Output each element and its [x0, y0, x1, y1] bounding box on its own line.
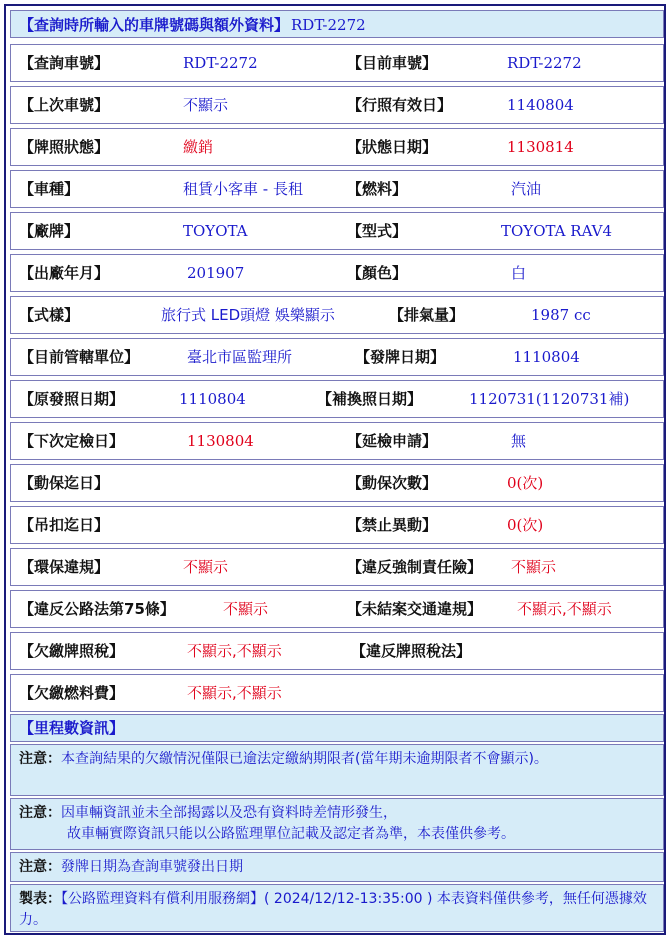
label-query-plate: 【查詢車號】	[19, 54, 110, 72]
label-manufacture-date: 【出廠年月】	[19, 264, 110, 282]
value-style: 旅行式 LED頭燈 娛樂顯示	[161, 306, 335, 324]
row-original-license-date	[10, 380, 664, 418]
label-displacement: 【排氣量】	[389, 306, 465, 324]
value-current-plate: RDT-2272	[507, 54, 582, 72]
label-original-license-date: 【原發照日期】	[19, 390, 125, 408]
value-transfer-ban: 0(次)	[507, 516, 544, 534]
report-title-plate: RDT-2272	[291, 16, 366, 34]
label-chattel-mortgage-count: 【動保次數】	[347, 474, 438, 492]
label-unpaid-license-tax: 【欠繳牌照稅】	[19, 642, 125, 660]
label-reissue-date: 【補換照日期】	[317, 390, 423, 408]
value-plate-status: 繳銷	[183, 138, 214, 156]
row-manufacture-date	[10, 254, 664, 292]
notice-overdue	[10, 744, 664, 796]
report-footer	[10, 884, 664, 932]
notice-label: 注意：	[19, 859, 61, 875]
value-vehicle-type: 租賃小客車 - 長租	[183, 180, 303, 198]
label-license-tax-violation: 【違反牌照稅法】	[351, 642, 472, 660]
value-jurisdiction: 臺北市區監理所	[187, 348, 293, 366]
row-highway-act	[10, 590, 664, 628]
notice-text-line1: 因車輛資訊並未全部揭露以及恐有資料時差情形發生，	[61, 805, 397, 821]
report-frame	[4, 4, 666, 935]
value-compulsory-insurance: 不顯示	[511, 558, 557, 576]
row-plate-status	[10, 128, 664, 166]
label-inspection-extension: 【延檢申請】	[347, 432, 438, 450]
label-environment-violation: 【環保違規】	[19, 558, 110, 576]
row-style	[10, 296, 664, 334]
notice-label: 注意：	[19, 805, 61, 821]
row-fuel-fee	[10, 674, 664, 712]
label-suspension-end: 【吊扣迄日】	[19, 516, 110, 534]
value-environment-violation: 不顯示	[183, 558, 229, 576]
value-displacement: 1987 cc	[531, 306, 591, 324]
notice-text-line2: 故車輛實際資訊只能以公路監理單位記載及認定者為準，本表僅供參考。	[67, 826, 515, 842]
notice-plate-date	[10, 852, 664, 882]
value-next-inspection: 1130804	[187, 432, 254, 450]
row-query-plate	[10, 44, 664, 82]
label-previous-plate: 【上次車號】	[19, 96, 110, 114]
label-status-date: 【狀態日期】	[347, 138, 438, 156]
notice-label: 注意：	[19, 751, 61, 767]
value-query-plate: RDT-2272	[183, 54, 258, 72]
label-compulsory-insurance: 【違反強制責任險】	[347, 558, 483, 576]
value-inspection-extension: 無	[511, 432, 527, 450]
notice-text: 發牌日期為查詢車號發出日期	[61, 859, 243, 875]
label-next-inspection: 【下次定檢日】	[19, 432, 125, 450]
value-reissue-date: 1120731(1120731補)	[469, 390, 630, 408]
notice-disclaimer	[10, 798, 664, 850]
value-fuel: 汽油	[511, 180, 542, 198]
value-previous-plate: 不顯示	[183, 96, 229, 114]
report-title	[10, 10, 664, 38]
value-original-license-date: 1110804	[179, 390, 246, 408]
label-vehicle-type: 【車種】	[19, 180, 80, 198]
row-suspension	[10, 506, 664, 544]
label-jurisdiction: 【目前管轄單位】	[19, 348, 140, 366]
label-model: 【型式】	[347, 222, 408, 240]
value-plate-issue-date: 1110804	[513, 348, 580, 366]
label-highway-act-75: 【違反公路法第75條】	[19, 600, 175, 618]
label-fuel: 【燃料】	[347, 180, 408, 198]
row-vehicle-type	[10, 170, 664, 208]
row-environment-violation	[10, 548, 664, 586]
label-brand: 【廠牌】	[19, 222, 80, 240]
label-current-plate: 【目前車號】	[347, 54, 438, 72]
footer-label: 製表：	[19, 891, 61, 907]
mileage-section-header: 【里程數資訊】	[10, 714, 664, 742]
value-manufacture-date: 201907	[187, 264, 245, 282]
row-next-inspection	[10, 422, 664, 460]
label-chattel-mortgage-end: 【動保迄日】	[19, 474, 110, 492]
value-unpaid-license-tax: 不顯示,不顯示	[187, 642, 282, 660]
value-color: 白	[511, 264, 527, 282]
value-highway-act-75: 不顯示	[223, 600, 269, 618]
value-status-date: 1130814	[507, 138, 574, 156]
label-open-violations: 【未結案交通違規】	[347, 600, 483, 618]
label-plate-issue-date: 【發牌日期】	[355, 348, 446, 366]
value-unpaid-fuel-fee: 不顯示,不顯示	[187, 684, 282, 702]
row-previous-plate	[10, 86, 664, 124]
label-unpaid-fuel-fee: 【欠繳燃料費】	[19, 684, 125, 702]
value-chattel-mortgage-count: 0(次)	[507, 474, 544, 492]
notice-text: 本查詢結果的欠繳情況僅限已逾法定繳納期限者(當年期未逾期限者不會顯示)。	[61, 751, 548, 767]
value-model: TOYOTA RAV4	[501, 222, 613, 240]
report-title-text: 【查詢時所輸入的車牌號碼與額外資料】	[19, 16, 290, 34]
label-plate-status: 【牌照狀態】	[19, 138, 110, 156]
value-license-valid-date: 1140804	[507, 96, 574, 114]
row-license-tax	[10, 632, 664, 670]
label-transfer-ban: 【禁止異動】	[347, 516, 438, 534]
value-brand: TOYOTA	[183, 222, 248, 240]
row-brand	[10, 212, 664, 250]
value-open-violations: 不顯示,不顯示	[517, 600, 612, 618]
row-chattel-mortgage	[10, 464, 664, 502]
row-jurisdiction	[10, 338, 664, 376]
label-license-valid-date: 【行照有效日】	[347, 96, 453, 114]
footer-text: 【公路監理資料有償利用服務網】( 2024/12/12-13:35:00 ) 本表資料僅供參考，無任何憑據效力。	[19, 891, 647, 928]
label-color: 【顏色】	[347, 264, 408, 282]
label-style: 【式樣】	[19, 306, 80, 324]
